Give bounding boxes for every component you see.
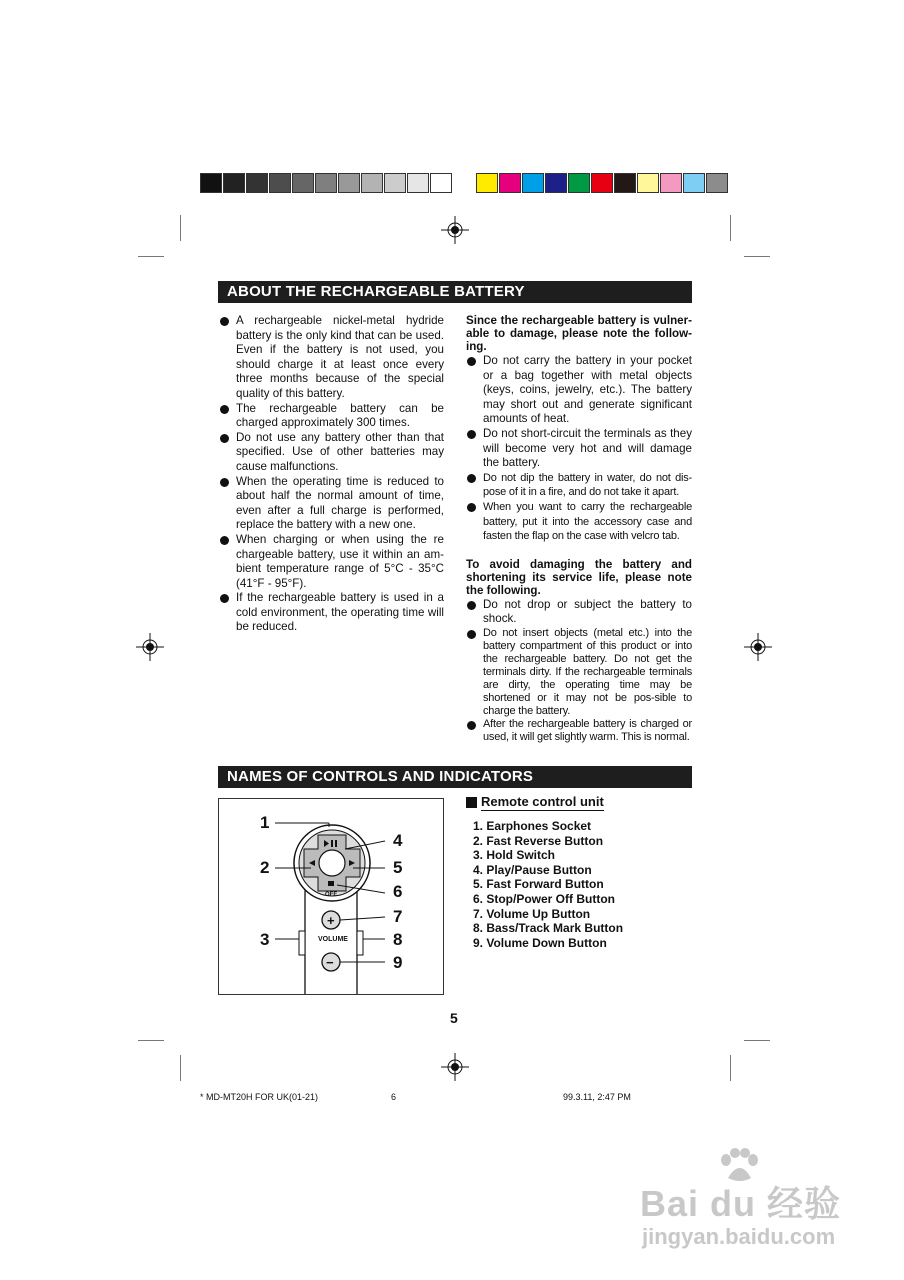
callout-6: 6 — [393, 882, 403, 901]
list-item: A rechargeable nickel-metal hydride battery is the only kind that can be used. Even if the battery is not used, you should charge it at least once every three months because of the special quality of this battery. — [219, 314, 444, 402]
battery-life-list — [466, 598, 692, 745]
color-swatch — [545, 173, 567, 193]
color-swatch — [522, 173, 544, 193]
list-item: 3. Hold Switch — [473, 848, 556, 863]
off-label: OFF — [325, 892, 337, 898]
list-item: When charging or when using the re chargeable battery, use it within an am-bient temperature range of 5°C - 35°C (41°F - 95°F). — [219, 533, 444, 591]
list-item: After the rechargeable battery is charged or used, it will get slightly warm. This is normal. — [466, 718, 692, 745]
list-item: 6. Stop/Power Off Button — [473, 891, 615, 906]
watermark-logo-text: Bai du 经验 — [640, 1183, 842, 1224]
baidu-watermark — [640, 1148, 870, 1258]
list-item: The rechargeable battery can be charged approximately 300 times. — [219, 402, 444, 431]
list-item: When you want to carry the rechargeable battery, put it into the accessory case and fasten the flap on the case with velcro tab. — [466, 500, 692, 544]
color-swatch — [637, 173, 659, 193]
color-swatch — [430, 173, 452, 193]
crop-mark — [180, 215, 181, 241]
color-swatch — [614, 173, 636, 193]
color-swatch — [269, 173, 291, 193]
battery-caution-heading: Since the rechargeable battery is vulner-able to damage, please note the follow-ing. — [466, 314, 692, 353]
color-swatch — [660, 173, 682, 193]
remote-control-heading — [466, 794, 604, 811]
list-item: 5. Fast Forward Button — [473, 877, 604, 892]
color-swatch — [384, 173, 406, 193]
list-item: 4. Play/Pause Button — [473, 862, 592, 877]
watermark-url: jingyan.baidu.com — [642, 1224, 836, 1249]
color-swatch — [223, 173, 245, 193]
crop-mark — [730, 1055, 731, 1081]
list-item: Do not use any battery other than that specified. Use of other batteries may cause malfunctions. — [219, 431, 444, 475]
registration-mark-icon — [441, 216, 469, 244]
volume-up-symbol: + — [327, 913, 335, 928]
registration-mark-icon — [744, 633, 772, 661]
color-swatch — [683, 173, 705, 193]
footer-timestamp: 99.3.11, 2:47 PM — [563, 1092, 631, 1102]
list-item: 7. Volume Up Button — [473, 906, 591, 921]
list-item: Do not short-circuit the terminals as they will become very hot and will damage the battery. — [466, 427, 692, 471]
color-swatch — [361, 173, 383, 193]
registration-mark-icon — [441, 1053, 469, 1081]
crop-mark — [180, 1055, 181, 1081]
gray-calibration-bar — [200, 173, 453, 193]
battery-right-column — [466, 314, 692, 745]
color-swatch — [407, 173, 429, 193]
color-swatch — [476, 173, 498, 193]
callout-1: 1 — [260, 813, 270, 832]
callout-2: 2 — [260, 858, 270, 877]
color-swatch — [246, 173, 268, 193]
list-item: 1. Earphones Socket — [473, 819, 592, 833]
color-swatch — [591, 173, 613, 193]
list-item: 2. Fast Reverse Button — [473, 833, 604, 848]
color-swatch — [706, 173, 728, 193]
registration-mark-icon — [136, 633, 164, 661]
callout-7: 7 — [393, 907, 403, 926]
list-item: Do not drop or subject the battery to shock. — [466, 598, 692, 627]
list-item: Do not dip the battery in water, do not dis-pose of it in a fire, and do not take it apart. — [466, 471, 692, 500]
list-item: 9. Volume Down Button — [473, 935, 607, 950]
list-item: Do not carry the battery in your pocket or a bag together with metal objects (keys, coins, jewelry, etc.). The battery may short out and generate significant amounts of heat. — [466, 354, 692, 427]
list-item: If the rechargeable battery is used in a cold environment, the operating time will be reduced. — [219, 591, 444, 635]
battery-life-heading: To avoid damaging the battery and shortening its service life, please note the following. — [466, 557, 692, 597]
controls-section-title: NAMES OF CONTROLS AND INDICATORS — [218, 766, 692, 788]
crop-mark — [730, 215, 731, 241]
footer-file-name: * MD-MT20H FOR UK(01-21) — [200, 1092, 319, 1102]
list-item: 8. Bass/Track Mark Button — [473, 921, 624, 936]
list-item: Do not insert objects (metal etc.) into the battery compartment of this product or into the rechargeable battery. Do not get the terminals dirty. If the rechargeable terminals are dirty, the operating time may be shortened or it may not be pos-sible to charge the battery. — [466, 627, 692, 718]
crop-mark — [138, 256, 164, 257]
callout-8: 8 — [393, 930, 403, 949]
color-swatch — [315, 173, 337, 193]
color-swatch — [200, 173, 222, 193]
footer-page: 6 — [391, 1092, 397, 1102]
callout-4: 4 — [393, 831, 403, 850]
callout-9: 9 — [393, 953, 403, 972]
remote-control-diagram — [218, 798, 444, 995]
color-swatch — [292, 173, 314, 193]
battery-caution-list — [466, 354, 692, 544]
crop-mark — [744, 1040, 770, 1041]
remote-control-heading-text: Remote control unit — [481, 794, 604, 809]
color-swatch — [338, 173, 360, 193]
volume-down-symbol: − — [326, 955, 334, 970]
battery-section-title: ABOUT THE RECHARGEABLE BATTERY — [218, 281, 692, 303]
battery-left-bullets — [219, 314, 444, 635]
color-calibration-bar — [476, 173, 729, 193]
crop-mark — [744, 256, 770, 257]
controls-legend — [473, 819, 623, 950]
volume-label: VOLUME — [318, 936, 348, 943]
list-item: When the operating time is reduced to about half the normal amount of time, even after a full charge is performed, replace the battery with a new one. — [219, 475, 444, 533]
square-bullet-icon — [466, 797, 477, 808]
page-number: 5 — [450, 1010, 458, 1026]
color-swatch — [499, 173, 521, 193]
callout-3: 3 — [260, 930, 270, 949]
callout-5: 5 — [393, 858, 403, 877]
color-swatch — [568, 173, 590, 193]
crop-mark — [138, 1040, 164, 1041]
